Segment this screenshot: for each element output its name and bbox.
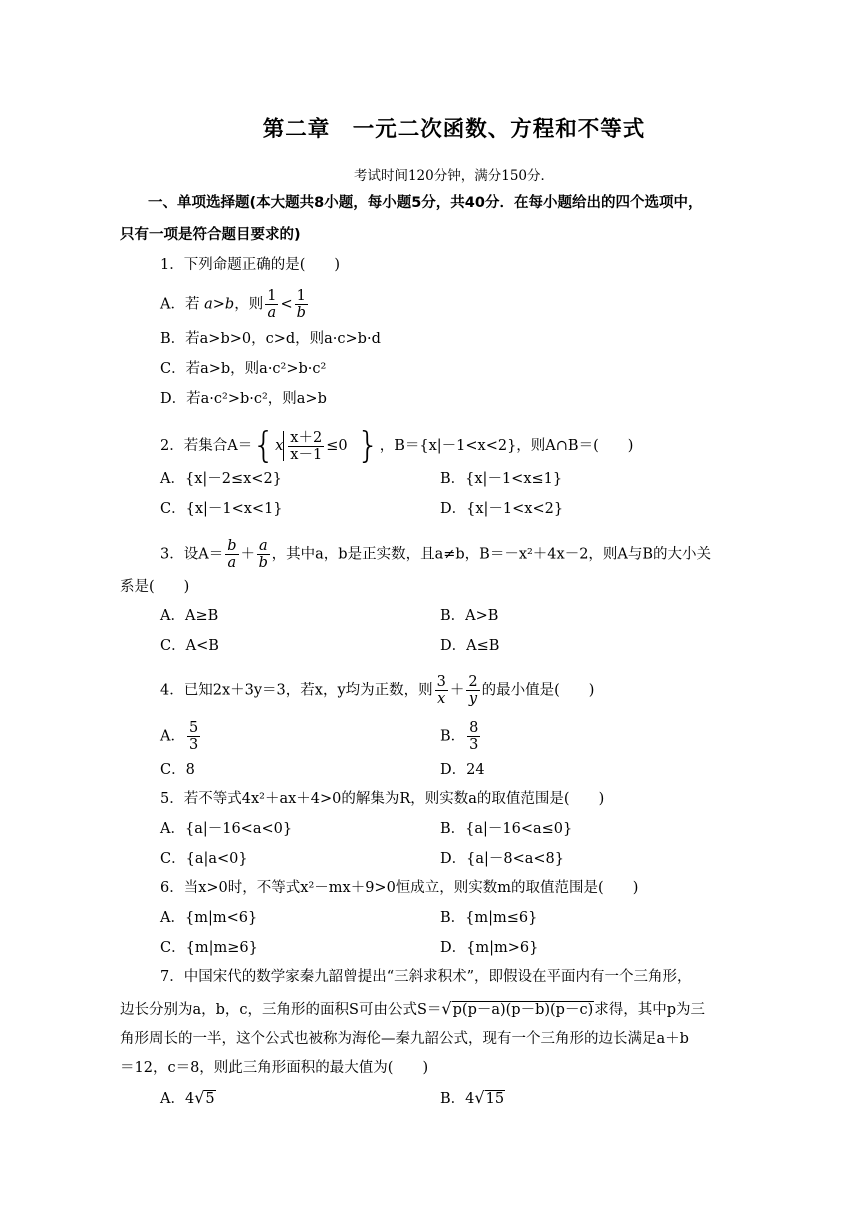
q5-option-d: D．{a|－8<a<8} [440, 851, 565, 867]
q4-option-c: C．8 [160, 762, 195, 778]
q7-line2-pre: 边长分别为a，b，c，三角形的面积S可由公式S＝ [120, 1002, 442, 1018]
q2-prefix: 2．若集合A＝ [160, 438, 253, 454]
q7-line2 [120, 999, 705, 1020]
q1-a-prefix: A．若 [160, 296, 200, 313]
q4-b-num: 8 [469, 720, 479, 736]
q7-line3: 角形周长的一半，这个公式也被称为海伦—秦九韶公式，现有一个三角形的边长满足a＋b [120, 1031, 689, 1047]
q7-a-label: A．4 [160, 1091, 195, 1107]
q4-prefix: 4．已知2x＋3y＝3，若x，y均为正数，则 [160, 682, 433, 699]
q6-stem: 6．当x>0时，不等式x²－mx＋9>0恒成立，则实数m的取值范围是( ) [160, 880, 639, 896]
q7-line4: ＝12，c＝8，则此三角形面积的最大值为( ) [120, 1060, 429, 1076]
q4-b-den: 3 [469, 737, 479, 753]
q4-b-label: B． [440, 728, 466, 745]
q3-suffix: ，其中a，b是正实数，且a≠b，B＝－x²＋4x－2，则A与B的大小关 [271, 546, 712, 563]
q5-stem: 5．若不等式4x²＋ax＋4>0的解集为R，则实数a的取值范围是( ) [160, 791, 605, 807]
q7-line1: 7．中国宋代的数学家秦九韶曾提出“三斜求积术”，即假设在平面内有一个三角形， [160, 969, 692, 985]
section-heading-line1: 一、单项选择题(本大题共8小题，每小题5分，共40分．在每小题给出的四个选项中， [148, 195, 703, 211]
frac-3-over-x: $\frac{3}{x}$ [436, 674, 446, 707]
q2-den: x－1 [290, 446, 323, 463]
exam-info: 考试时间120分钟，满分150分． [353, 168, 555, 184]
q7-radicand: p(p－a)(p－b)(p－c) [452, 1002, 594, 1018]
q1-option-a: A．若 a>b，则 $\frac{1}{a}$ < $\frac{1}{b}$ [160, 288, 306, 321]
q4-a-label: A． [160, 728, 185, 745]
frac-2-over-y: $\frac{2}{y}$ [468, 674, 478, 707]
q5-option-a: A．{a|－16<a<0} [160, 821, 293, 837]
frac-b-over-a: $\frac{b}{a}$ [227, 538, 237, 571]
q6-option-b: B．{m|m≤6} [440, 910, 538, 926]
q4-option-a [160, 720, 202, 753]
q4-option-b [440, 720, 482, 753]
sqrt-15: √15 [474, 1088, 505, 1107]
q3-option-d: D．A≤B [440, 638, 500, 654]
chapter-title: 第二章 一元二次函数、方程和不等式 [262, 117, 646, 142]
q1-option-c: C．若a>b，则a·c²>b·c² [160, 361, 327, 377]
q3-prefix: 3．设A＝ [160, 546, 224, 563]
q7-option-b [440, 1088, 505, 1109]
q1-stem: 1．下列命题正确的是( ) [160, 257, 341, 273]
section-heading-line2: 只有一项是符合题目要求的) [120, 227, 301, 243]
frac-1-over-a: $\frac{1}{a}$ [267, 288, 277, 321]
q4-stem: 4．已知2x＋3y＝3，若x，y均为正数，则 $\frac{3}{x}$ ＋ $\frac{2}{y}$ 的最小值是( ) [160, 674, 595, 707]
q7-b-label: B．4 [440, 1091, 475, 1107]
q2-rel: ≤0 [326, 438, 348, 454]
q2-suffix: ，B＝{x|－1<x<2}，则A∩B＝( ) [379, 438, 634, 454]
q4-option-d: D．24 [440, 762, 485, 778]
q6-option-c: C．{m|m≥6} [160, 940, 258, 956]
sqrt-5: √5 [194, 1088, 215, 1107]
q2-option-d: D．{x|－1<x<2} [440, 501, 564, 517]
q7-a-rad: 5 [205, 1091, 215, 1107]
q6-option-a: A．{m|m<6} [160, 910, 258, 926]
sqrt-formula: √p(p－a)(p－b)(p－c) [441, 999, 594, 1018]
q3-stem-line2: 系是( ) [120, 579, 190, 595]
q4-b-frac [467, 720, 480, 753]
q3-option-a: A．A≥B [160, 608, 219, 624]
q2-stem: 2．若集合A＝{x $\frac{x+2}{x-1}$ ≤0 }，B＝{x|－1<x<2}，则A∩B＝( ) [160, 425, 634, 466]
q3-option-c: C．A<B [160, 638, 219, 654]
q3-option-b: B．A>B [440, 608, 499, 624]
q5-option-b: B．{a|－16<a≤0} [440, 821, 573, 837]
q2-option-b: B．{x|－1<x≤1} [440, 471, 563, 487]
q7-b-rad: 15 [485, 1091, 505, 1107]
q3-stem: 3．设A＝ $\frac{b}{a}$ ＋ $\frac{a}{b}$ ，其中a，b是正实数，且a≠b，B＝－x²＋4x－2，则A与B的大小关 [160, 538, 712, 571]
q2-fraction [288, 430, 324, 463]
frac-1-over-b: $\frac{1}{b}$ [296, 288, 306, 321]
q2-option-a: A．{x|－2≤x<2} [160, 471, 282, 487]
q2-num: x＋2 [290, 429, 323, 446]
q7-option-a [160, 1088, 216, 1109]
frac-a-over-b: $\frac{a}{b}$ [258, 538, 268, 571]
q4-suffix: 的最小值是( ) [481, 682, 595, 699]
q5-option-c: C．{a|a<0} [160, 851, 248, 867]
q2-option-c: C．{x|－1<x<1} [160, 501, 283, 517]
q7-line2-post: 求得，其中p为三 [594, 1002, 706, 1018]
q4-a-num: 5 [188, 720, 199, 736]
q1-option-b: B．若a>b>0，c>d，则a·c>b·d [160, 331, 381, 347]
q4-a-frac [187, 720, 200, 753]
q6-option-d: D．{m|m>6} [440, 940, 539, 956]
q1-a-mid: ，则 [234, 296, 264, 313]
q1-option-d: D．若a·c²>b·c²，则a>b [160, 391, 327, 407]
q4-a-den: 3 [188, 737, 199, 753]
